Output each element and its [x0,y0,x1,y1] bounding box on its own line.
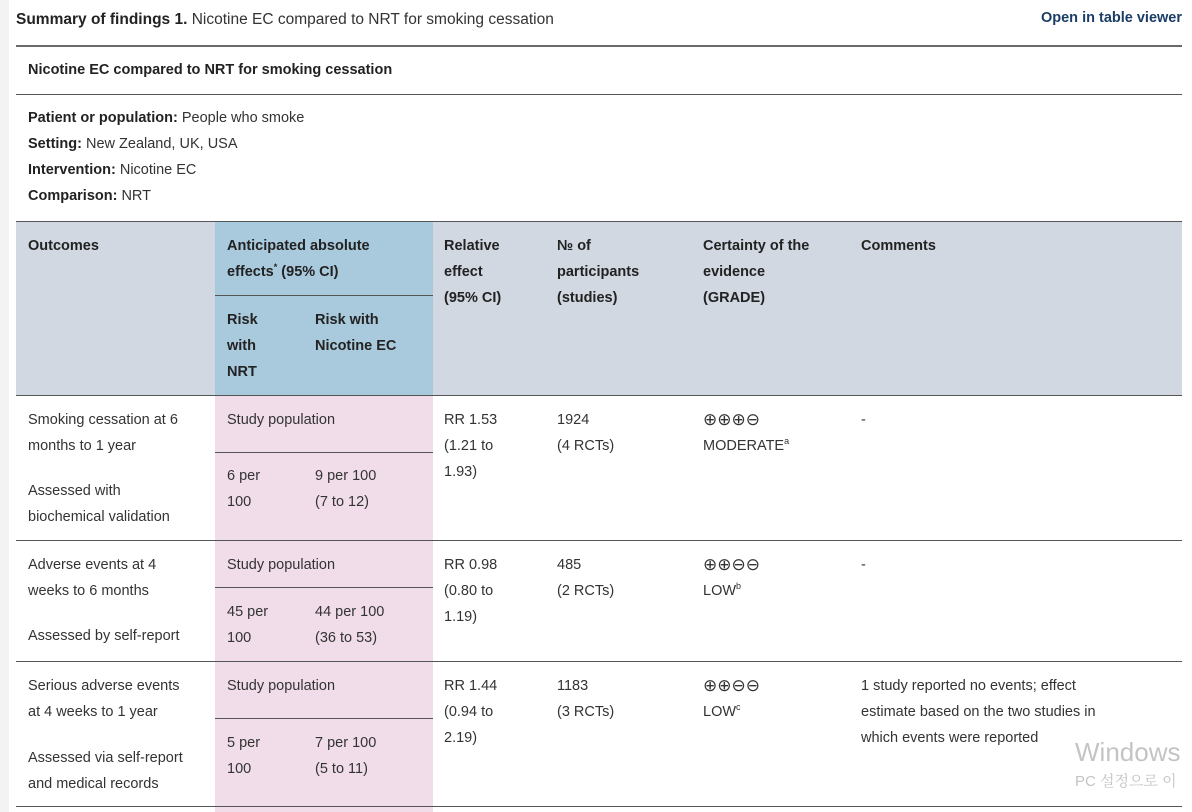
comment-cell: 1 study reported no events; effect estimate based on the two studies in which events were reported [861,678,1096,746]
certainty-cell: ⊕⊕⊖⊖ LOW$^c$ [703,673,760,725]
windows-activation-watermark: Windows [1075,737,1181,767]
study-pop-rule [215,718,433,719]
outcome-cell: Serious adverse events at 4 weeks to 1 year [28,678,180,720]
certainty-cell: ⊕⊕⊖⊖ LOW$^b$ [703,552,760,604]
footnote-marker: b [736,581,742,592]
risk-nrt-cell: 45 per 100 [227,604,269,646]
study-pop-rule [215,587,433,588]
intervention-line: Intervention: Nicotine EC [28,162,197,178]
summary-title: Nicotine EC compared to NRT for smoking cessation [28,62,393,78]
comparison-line: Comparison: NRT [28,188,151,204]
participants-cell: 485 (2 RCTs) [557,557,615,599]
col-comments: Comments [861,238,936,254]
comment-cell: - [861,557,866,573]
head-bottom-rule [16,395,1182,396]
table-header-bar [16,8,1182,34]
footnote-marker: a [784,436,790,447]
study-pop-rule [215,452,433,453]
findings-card [9,0,1192,812]
row-rule [16,806,1182,807]
risk-nrt-cell: 5 per 100 [227,735,261,777]
study-population-label: Study population [227,557,336,573]
row-rule [16,661,1182,662]
population-line: Patient or population: People who smoke [28,110,305,126]
col-outcomes: Outcomes [28,238,99,254]
study-population-label: Study population [227,412,336,428]
relative-effect-cell: RR 1.53 (1.21 to 1.93) [444,412,498,480]
grade-icon: ⊕⊕⊖⊖ [703,555,760,574]
grade-icon: ⊕⊕⊖⊖ [703,676,760,695]
risk-nrt-cell: 6 per 100 [227,468,261,510]
outcome-cell: Adverse events at 4 weeks to 6 months [28,557,157,599]
participants-cell: 1183 (3 RCTs) [557,678,615,720]
grade-icon: ⊕⊕⊕⊖ [703,410,760,429]
certainty-cell: ⊕⊕⊕⊖ MODERATE$^a$ [703,407,789,459]
footnote-marker: c [736,702,741,713]
col-relative: Relative effect (95% CI) [444,238,502,306]
col-risk-ec: Risk with Nicotine EC [315,312,397,354]
relative-effect-cell: RR 1.44 (0.94 to 2.19) [444,678,498,746]
header-divider [16,45,1182,47]
col-risk-nrt: Risk with NRT [227,312,258,380]
col-participants: № of participants (studies) [557,238,640,306]
setting-line: Setting: New Zealand, UK, USA [28,136,238,152]
open-table-viewer-link[interactable]: Open in table viewer [1040,10,1182,26]
participants-cell: 1924 (4 RCTs) [557,412,615,454]
study-population-label: Study population [227,678,336,694]
assessment-cell: Assessed by self-report [28,628,180,644]
row-rule [16,540,1182,541]
comment-cell: - [861,412,866,428]
windows-activation-subtext: PC 설정으로 이 [1075,773,1177,790]
col-effects: Anticipated absolute effects* (95% CI) [227,238,370,280]
risk-ec-cell: 44 per 100 (36 to 53) [315,604,385,646]
table-caption: Summary of findings 1. Nicotine EC compared to NRT for smoking cessation [16,11,554,28]
risk-ec-cell: 7 per 100 (5 to 11) [315,735,377,777]
relative-effect-cell: RR 0.98 (0.80 to 1.19) [444,557,498,625]
outcome-cell: Smoking cessation at 6 months to 1 year [28,412,178,454]
col-certainty: Certainty of the evidence (GRADE) [703,238,810,306]
risk-ec-cell: 9 per 100 (7 to 12) [315,468,377,510]
effects-subrule [215,295,433,296]
table-top-rule [16,221,1182,222]
assessment-cell: Assessed via self-report and medical records [28,750,183,792]
divider [16,94,1182,95]
assessment-cell: Assessed with biochemical validation [28,483,170,525]
